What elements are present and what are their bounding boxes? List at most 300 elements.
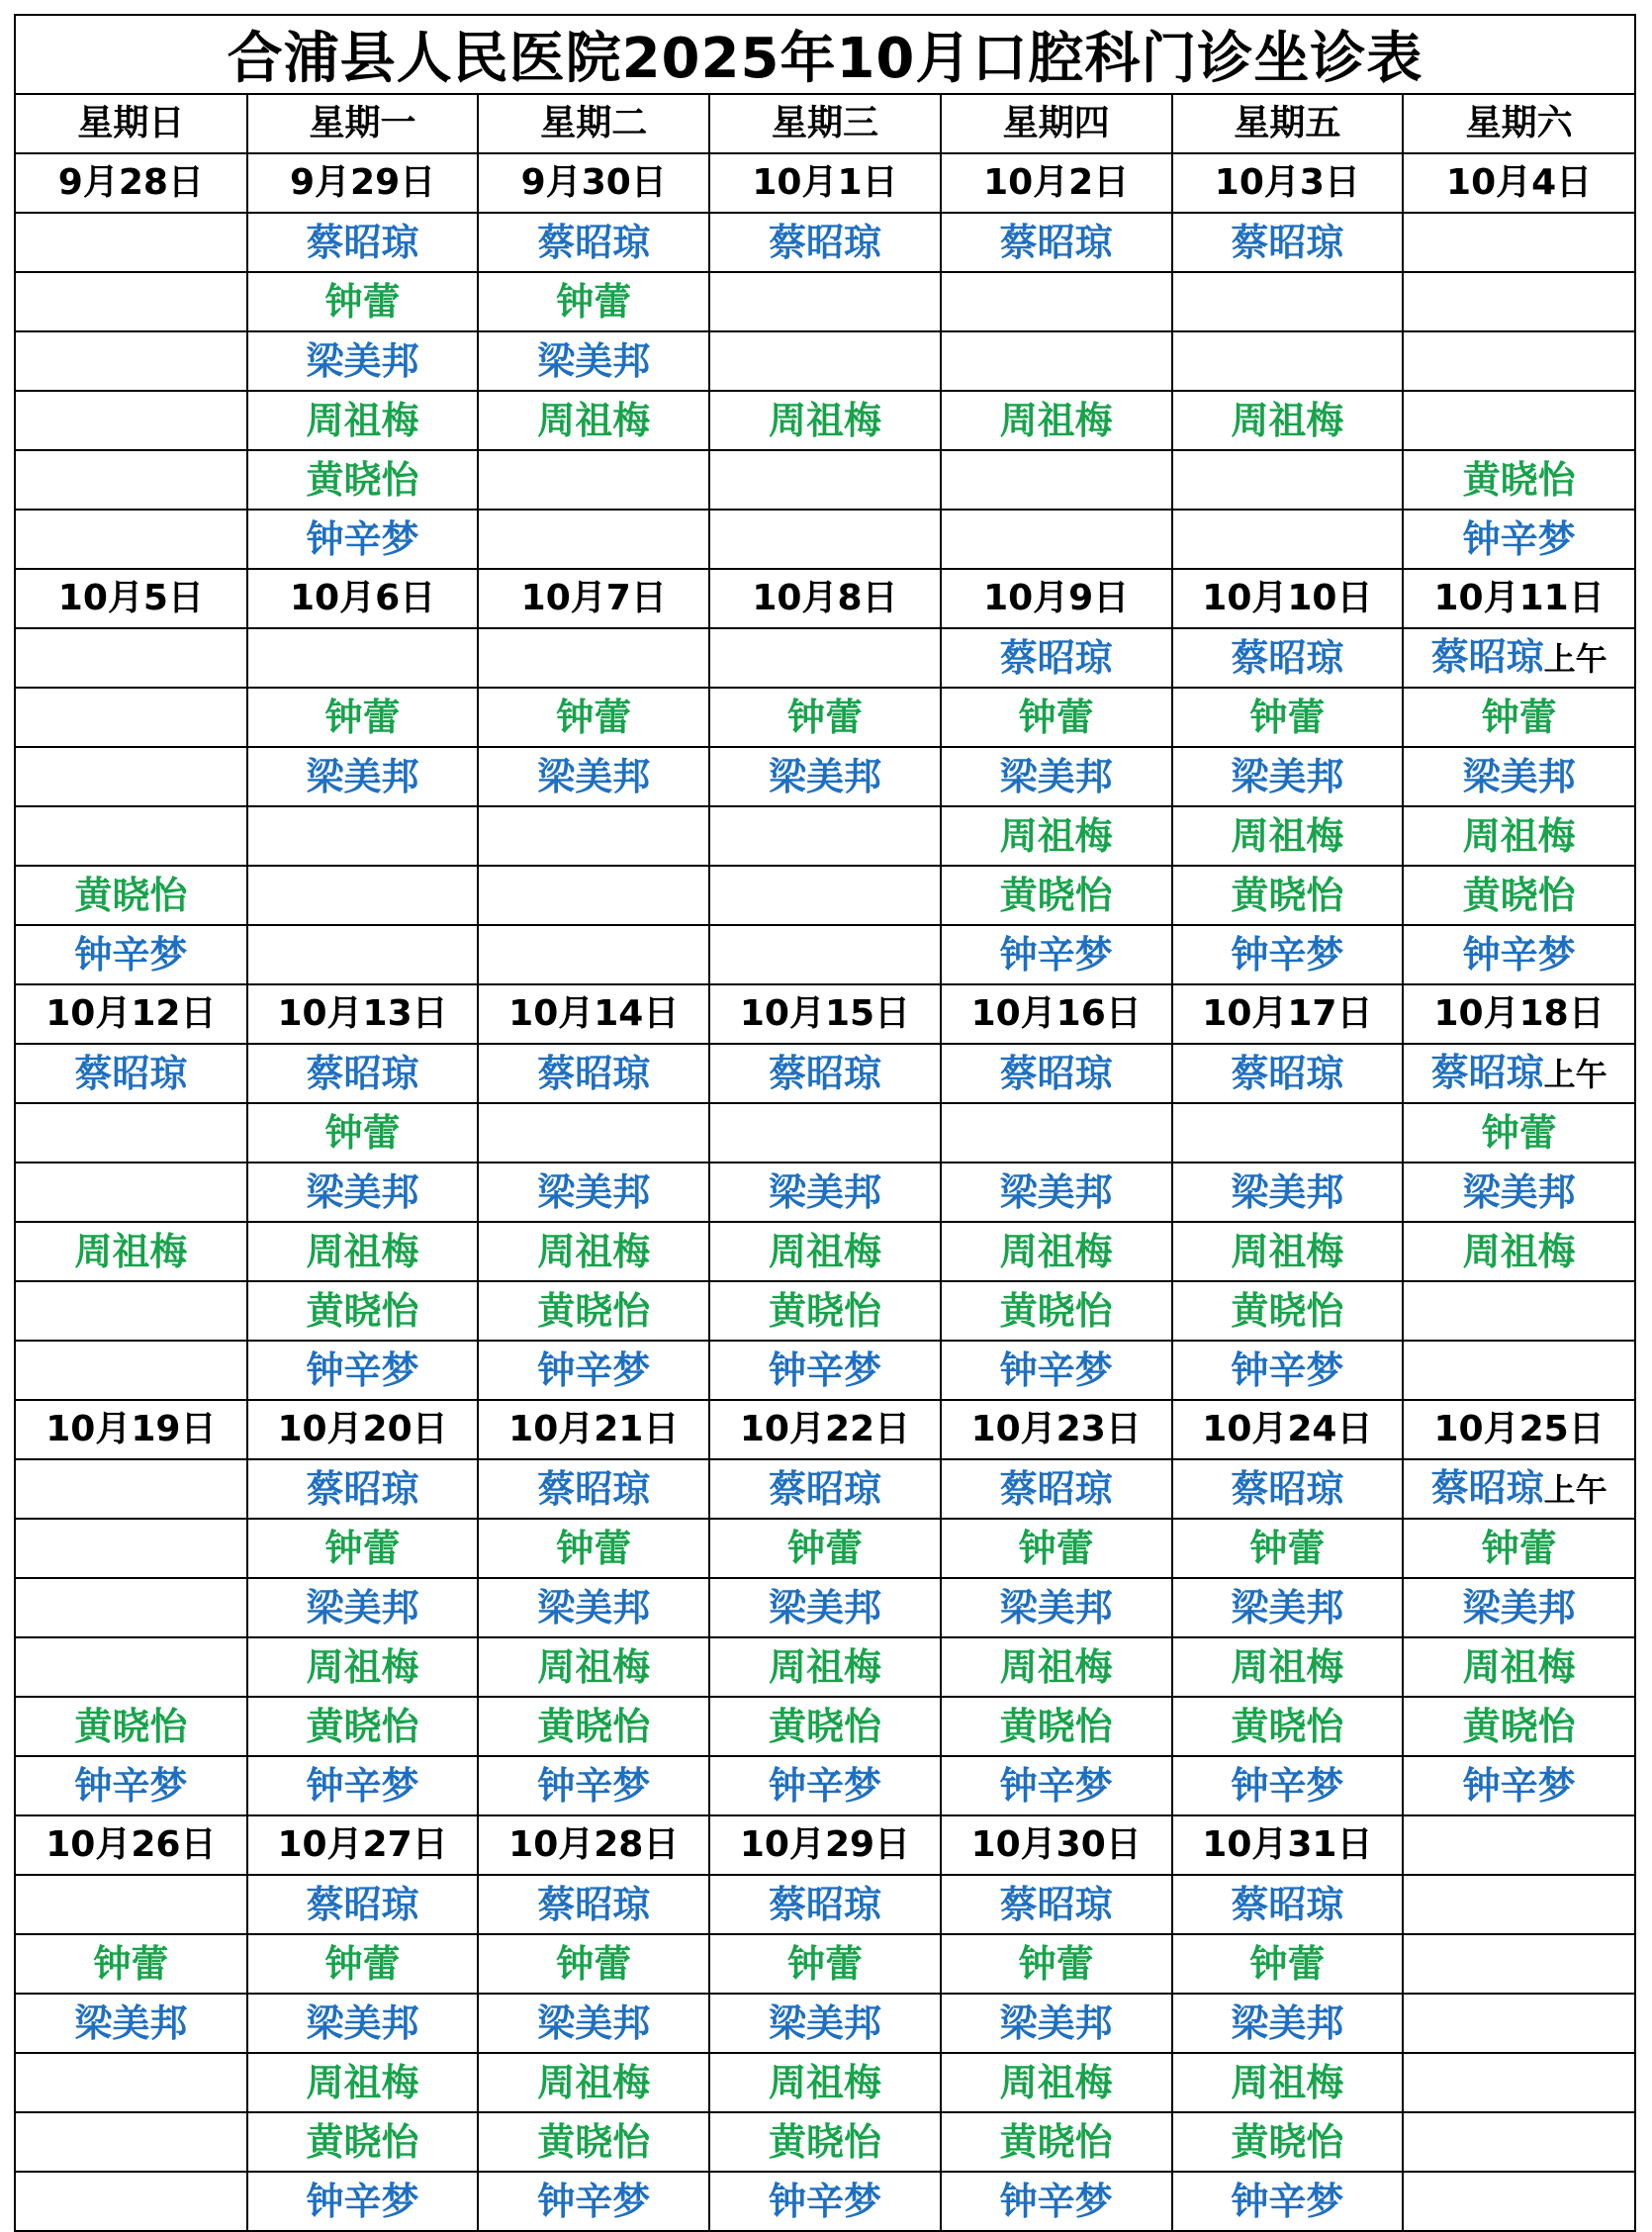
schedule-cell — [478, 1756, 709, 1815]
weekday-header: 星期六 — [1403, 95, 1634, 153]
schedule-cell — [247, 1459, 479, 1519]
schedule-cell — [247, 1222, 479, 1281]
doctor-name: 钟辛梦 — [537, 1764, 651, 1808]
schedule-cell — [1172, 213, 1404, 272]
doctor-name: 钟辛梦 — [306, 517, 419, 561]
doctor-name: 黄晓怡 — [1462, 1705, 1576, 1748]
schedule-cell — [941, 688, 1172, 747]
schedule-cell — [16, 331, 247, 391]
schedule-cell — [1172, 331, 1404, 391]
schedule-cell — [16, 1103, 247, 1162]
doctor-name: 蔡昭琼 — [74, 1052, 188, 1095]
weekday-header-row — [16, 95, 1634, 153]
date-cell: 10月16日 — [941, 984, 1172, 1044]
doctor-name: 周祖梅 — [1231, 399, 1344, 442]
schedule-cell — [478, 628, 709, 688]
schedule-cell — [16, 628, 247, 688]
date-row — [16, 984, 1634, 1044]
doctor-name: 黄晓怡 — [1231, 874, 1344, 917]
doctor-name: 钟蕾 — [324, 1942, 401, 1986]
schedule-cell — [941, 866, 1172, 925]
schedule-cell — [247, 1044, 479, 1103]
doctor-name: 钟辛梦 — [768, 1764, 881, 1808]
schedule-cell — [16, 1578, 247, 1637]
schedule-cell — [709, 1459, 941, 1519]
date-row — [16, 1815, 1634, 1875]
doctor-name: 梁美邦 — [999, 1586, 1113, 1629]
schedule-cell — [1172, 1756, 1404, 1815]
doctor-name: 钟辛梦 — [999, 1764, 1113, 1808]
schedule-cell — [247, 510, 479, 569]
doctor-name: 黄晓怡 — [768, 1289, 881, 1333]
doctor-name: 蔡昭琼 — [306, 1467, 419, 1511]
date-cell: 10月9日 — [941, 569, 1172, 628]
date-cell: 10月24日 — [1172, 1400, 1404, 1459]
date-cell: 9月29日 — [247, 153, 479, 213]
date-cell: 10月3日 — [1172, 153, 1404, 213]
doctor-name: 梁美邦 — [537, 2001, 651, 2045]
date-cell: 10月22日 — [709, 1400, 941, 1459]
date-cell: 10月20日 — [247, 1400, 479, 1459]
date-cell: 10月31日 — [1172, 1815, 1404, 1875]
schedule-cell — [16, 806, 247, 866]
schedule-cell — [16, 1459, 247, 1519]
doctor-name: 黄晓怡 — [768, 1705, 881, 1748]
schedule-cell — [1172, 1459, 1404, 1519]
schedule-cell — [16, 1994, 247, 2053]
date-cell: 10月23日 — [941, 1400, 1172, 1459]
doctor-name: 黄晓怡 — [306, 1289, 419, 1333]
schedule-cell — [709, 450, 941, 510]
doctor-name: 梁美邦 — [1462, 755, 1576, 798]
session-note: 上午 — [1543, 640, 1607, 678]
schedule-cell — [1172, 1578, 1404, 1637]
schedule-cell — [1172, 806, 1404, 866]
doctor-name: 周祖梅 — [999, 2061, 1113, 2104]
schedule-cell — [941, 1044, 1172, 1103]
schedule-cell — [478, 1281, 709, 1341]
doctor-name: 梁美邦 — [768, 2001, 881, 2045]
doctor-name: 蔡昭琼 — [1231, 636, 1344, 680]
schedule-cell — [709, 1637, 941, 1697]
schedule-cell — [1172, 925, 1404, 984]
schedule-cell — [709, 391, 941, 450]
schedule-cell — [941, 1162, 1172, 1222]
schedule-cell — [941, 1637, 1172, 1697]
date-cell: 10月4日 — [1403, 153, 1634, 213]
schedule-row — [16, 213, 1634, 272]
doctor-name: 钟辛梦 — [768, 2180, 881, 2223]
schedule-cell — [1403, 450, 1634, 510]
doctor-name: 梁美邦 — [1231, 755, 1344, 798]
schedule-cell — [247, 1578, 479, 1637]
date-row — [16, 569, 1634, 628]
doctor-name: 黄晓怡 — [537, 1289, 651, 1333]
schedule-cell — [1403, 1875, 1634, 1934]
session-note: 上午 — [1543, 1056, 1607, 1093]
schedule-cell — [247, 391, 479, 450]
weekday-header: 星期二 — [478, 95, 709, 153]
date-cell: 10月18日 — [1403, 984, 1634, 1044]
schedule-row — [16, 1341, 1634, 1400]
doctor-name: 钟蕾 — [1481, 696, 1557, 739]
schedule-cell — [709, 628, 941, 688]
doctor-name: 周祖梅 — [537, 2061, 651, 2104]
schedule-cell — [247, 1519, 479, 1578]
weekday-header: 星期三 — [709, 95, 941, 153]
doctor-name: 梁美邦 — [1462, 1586, 1576, 1629]
doctor-name: 周祖梅 — [768, 2061, 881, 2104]
schedule-cell — [478, 391, 709, 450]
doctor-name: 蔡昭琼 — [537, 1052, 651, 1095]
date-cell: 10月14日 — [478, 984, 709, 1044]
doctor-name: 蔡昭琼 — [1231, 1883, 1344, 1926]
doctor-name: 钟辛梦 — [999, 2180, 1113, 2223]
doctor-name: 钟蕾 — [1249, 696, 1326, 739]
doctor-name: 黄晓怡 — [999, 2120, 1113, 2164]
schedule-cell — [16, 1875, 247, 1934]
doctor-name: 梁美邦 — [1231, 1586, 1344, 1629]
doctor-name: 蔡昭琼 — [537, 1467, 651, 1511]
doctor-name: 钟辛梦 — [1462, 1764, 1576, 1808]
schedule-cell — [478, 1934, 709, 1994]
schedule-cell — [941, 2053, 1172, 2112]
schedule-cell — [941, 1459, 1172, 1519]
schedule-cell — [1403, 925, 1634, 984]
doctor-name: 黄晓怡 — [1231, 1289, 1344, 1333]
doctor-name: 周祖梅 — [306, 2061, 419, 2104]
schedule-cell — [1172, 1281, 1404, 1341]
schedule-cell — [247, 331, 479, 391]
doctor-name: 蔡昭琼 — [999, 1883, 1113, 1926]
schedule-cell — [247, 2172, 479, 2231]
doctor-name: 钟辛梦 — [306, 1348, 419, 1392]
schedule-cell — [709, 747, 941, 806]
doctor-name: 蔡昭琼 — [1430, 1051, 1544, 1094]
date-row — [16, 153, 1634, 213]
date-cell: 10月2日 — [941, 153, 1172, 213]
schedule-cell — [1172, 1994, 1404, 2053]
doctor-name: 黄晓怡 — [1462, 458, 1576, 502]
schedule-cell — [1403, 1459, 1634, 1519]
date-cell: 10月15日 — [709, 984, 941, 1044]
schedule-cell — [478, 2112, 709, 2172]
schedule-cell — [16, 1934, 247, 1994]
doctor-name: 钟蕾 — [324, 280, 401, 324]
schedule-cell — [247, 1162, 479, 1222]
date-cell: 10月5日 — [16, 569, 247, 628]
schedule-cell — [1403, 2053, 1634, 2112]
weekday-header: 星期一 — [247, 95, 479, 153]
schedule-cell — [478, 510, 709, 569]
schedule-cell — [478, 1459, 709, 1519]
schedule-cell — [247, 1103, 479, 1162]
schedule-cell — [709, 1341, 941, 1400]
schedule-cell — [1403, 2112, 1634, 2172]
doctor-name: 梁美邦 — [768, 755, 881, 798]
doctor-name: 周祖梅 — [306, 399, 419, 442]
schedule-cell — [247, 1281, 479, 1341]
schedule-cell — [16, 1281, 247, 1341]
schedule-cell — [478, 1222, 709, 1281]
schedule-cell — [247, 272, 479, 331]
doctor-name: 钟辛梦 — [1231, 1764, 1344, 1808]
doctor-name: 梁美邦 — [537, 1170, 651, 1214]
date-cell: 10月1日 — [709, 153, 941, 213]
schedule-cell — [1403, 1756, 1634, 1815]
schedule-row — [16, 1994, 1634, 2053]
doctor-name: 梁美邦 — [306, 1586, 419, 1629]
schedule-cell — [941, 747, 1172, 806]
schedule-cell — [1403, 1934, 1634, 1994]
schedule-cell — [247, 628, 479, 688]
schedule-row — [16, 1637, 1634, 1697]
schedule-cell — [16, 450, 247, 510]
schedule-cell — [941, 1222, 1172, 1281]
schedule-cell — [478, 747, 709, 806]
doctor-name: 周祖梅 — [1462, 814, 1576, 858]
schedule-cell — [16, 925, 247, 984]
schedule-row — [16, 1756, 1634, 1815]
schedule-row — [16, 806, 1634, 866]
schedule-cell — [709, 2172, 941, 2231]
date-cell: 10月26日 — [16, 1815, 247, 1875]
schedule-cell — [247, 2053, 479, 2112]
doctor-name: 钟蕾 — [1018, 1942, 1094, 1986]
doctor-name: 钟蕾 — [556, 1942, 632, 1986]
schedule-cell — [1172, 1519, 1404, 1578]
schedule-row — [16, 1578, 1634, 1637]
schedule-row — [16, 2053, 1634, 2112]
doctor-name: 钟辛梦 — [1231, 2180, 1344, 2223]
schedule-cell — [1172, 391, 1404, 450]
doctor-name: 蔡昭琼 — [768, 1052, 881, 1095]
doctor-name: 梁美邦 — [1231, 1170, 1344, 1214]
schedule-row — [16, 391, 1634, 450]
doctor-name: 黄晓怡 — [999, 1289, 1113, 1333]
doctor-name: 钟辛梦 — [537, 2180, 651, 2223]
schedule-cell — [709, 331, 941, 391]
schedule-cell — [1172, 510, 1404, 569]
date-cell: 9月30日 — [478, 153, 709, 213]
doctor-name: 黄晓怡 — [306, 458, 419, 502]
session-note: 上午 — [1543, 1471, 1607, 1509]
schedule-cell — [478, 806, 709, 866]
schedule-cell — [16, 2112, 247, 2172]
doctor-name: 周祖梅 — [74, 1230, 188, 1273]
schedule-cell — [478, 688, 709, 747]
doctor-name: 黄晓怡 — [999, 874, 1113, 917]
doctor-name: 周祖梅 — [537, 1645, 651, 1689]
schedule-cell — [1403, 1994, 1634, 2053]
schedule-cell — [1172, 2053, 1404, 2112]
schedule-row — [16, 510, 1634, 569]
schedule-cell — [16, 1341, 247, 1400]
schedule-row — [16, 688, 1634, 747]
doctor-name: 梁美邦 — [999, 755, 1113, 798]
doctor-name: 钟蕾 — [324, 696, 401, 739]
schedule-cell — [1403, 1519, 1634, 1578]
doctor-name: 周祖梅 — [999, 399, 1113, 442]
schedule-cell — [247, 1697, 479, 1756]
date-cell: 10月12日 — [16, 984, 247, 1044]
doctor-name: 钟蕾 — [1249, 1527, 1326, 1570]
schedule-cell — [941, 510, 1172, 569]
schedule-cell — [478, 1162, 709, 1222]
schedule-cell — [16, 2053, 247, 2112]
date-cell: 10月11日 — [1403, 569, 1634, 628]
schedule-cell — [16, 1519, 247, 1578]
schedule-cell — [247, 1756, 479, 1815]
schedule-cell — [1172, 1934, 1404, 1994]
schedule-cell — [941, 2112, 1172, 2172]
doctor-name: 蔡昭琼 — [306, 1052, 419, 1095]
doctor-name: 蔡昭琼 — [1231, 221, 1344, 264]
doctor-name: 梁美邦 — [999, 1170, 1113, 1214]
schedule-row — [16, 1519, 1634, 1578]
schedule-cell — [247, 866, 479, 925]
schedule-cell — [1172, 272, 1404, 331]
schedule-row — [16, 1103, 1634, 1162]
schedule-row — [16, 1459, 1634, 1519]
doctor-name: 蔡昭琼 — [537, 1883, 651, 1926]
schedule-row — [16, 272, 1634, 331]
doctor-name: 蔡昭琼 — [999, 1052, 1113, 1095]
schedule-cell — [1172, 450, 1404, 510]
schedule-cell — [1172, 628, 1404, 688]
schedule-cell — [1403, 391, 1634, 450]
schedule-cell — [1403, 1341, 1634, 1400]
schedule-cell — [478, 2172, 709, 2231]
schedule-cell — [1403, 1162, 1634, 1222]
schedule-cell — [16, 510, 247, 569]
date-cell: 10月10日 — [1172, 569, 1404, 628]
schedule-cell — [709, 1697, 941, 1756]
schedule-row — [16, 1044, 1634, 1103]
schedule-cell — [1403, 2172, 1634, 2231]
doctor-name: 蔡昭琼 — [1231, 1052, 1344, 1095]
schedule-cell — [709, 213, 941, 272]
doctor-name: 周祖梅 — [768, 1645, 881, 1689]
doctor-name: 钟蕾 — [1249, 1942, 1326, 1986]
doctor-name: 钟辛梦 — [999, 933, 1113, 976]
schedule-cell — [1172, 2172, 1404, 2231]
schedule-sheet — [14, 14, 1636, 2232]
schedule-cell — [478, 1519, 709, 1578]
schedule-cell — [709, 1103, 941, 1162]
doctor-name: 周祖梅 — [999, 814, 1113, 858]
schedule-cell — [709, 1934, 941, 1994]
schedule-cell — [709, 1875, 941, 1934]
date-cell — [1403, 1815, 1634, 1875]
schedule-cell — [478, 1637, 709, 1697]
schedule-cell — [941, 1875, 1172, 1934]
schedule-cell — [247, 2112, 479, 2172]
schedule-cell — [478, 1697, 709, 1756]
schedule-cell — [1403, 1044, 1634, 1103]
doctor-name: 周祖梅 — [768, 399, 881, 442]
doctor-name: 梁美邦 — [537, 755, 651, 798]
doctor-name: 周祖梅 — [1231, 1230, 1344, 1273]
doctor-name: 周祖梅 — [1231, 814, 1344, 858]
schedule-cell — [941, 213, 1172, 272]
doctor-name: 周祖梅 — [999, 1645, 1113, 1689]
schedule-cell — [16, 688, 247, 747]
schedule-cell — [478, 272, 709, 331]
schedule-cell — [16, 2172, 247, 2231]
doctor-name: 蔡昭琼 — [1430, 1466, 1544, 1510]
date-row — [16, 1400, 1634, 1459]
schedule-cell — [478, 1341, 709, 1400]
date-cell: 10月27日 — [247, 1815, 479, 1875]
schedule-cell — [247, 806, 479, 866]
schedule-row — [16, 1934, 1634, 1994]
date-cell: 10月17日 — [1172, 984, 1404, 1044]
doctor-name: 钟蕾 — [556, 280, 632, 324]
doctor-name: 周祖梅 — [537, 399, 651, 442]
schedule-cell — [709, 866, 941, 925]
doctor-name: 钟蕾 — [556, 696, 632, 739]
schedule-cell — [709, 1222, 941, 1281]
doctor-name: 梁美邦 — [768, 1586, 881, 1629]
weekday-header: 星期日 — [16, 95, 247, 153]
schedule-cell — [1172, 1103, 1404, 1162]
schedule-row — [16, 747, 1634, 806]
schedule-cell — [1403, 866, 1634, 925]
schedule-cell — [1172, 1637, 1404, 1697]
schedule-cell — [16, 1697, 247, 1756]
schedule-cell — [478, 213, 709, 272]
doctor-name: 黄晓怡 — [306, 1705, 419, 1748]
doctor-name: 蔡昭琼 — [999, 221, 1113, 264]
schedule-cell — [941, 806, 1172, 866]
doctor-name: 黄晓怡 — [768, 2120, 881, 2164]
schedule-cell — [1172, 1222, 1404, 1281]
schedule-cell — [247, 925, 479, 984]
schedule-cell — [478, 1875, 709, 1934]
date-cell: 10月25日 — [1403, 1400, 1634, 1459]
date-cell: 10月29日 — [709, 1815, 941, 1875]
doctor-name: 钟蕾 — [1481, 1527, 1557, 1570]
schedule-cell — [1403, 806, 1634, 866]
doctor-name: 钟蕾 — [786, 1942, 863, 1986]
doctor-name: 钟蕾 — [786, 1527, 863, 1570]
date-cell: 10月13日 — [247, 984, 479, 1044]
doctor-name: 梁美邦 — [306, 2001, 419, 2045]
schedule-cell — [941, 1934, 1172, 1994]
doctor-name: 钟蕾 — [1481, 1111, 1557, 1155]
doctor-name: 钟蕾 — [1018, 1527, 1094, 1570]
schedule-row — [16, 628, 1634, 688]
doctor-name: 钟蕾 — [1018, 696, 1094, 739]
schedule-cell — [247, 1994, 479, 2053]
doctor-name: 周祖梅 — [768, 1230, 881, 1273]
date-cell: 10月28日 — [478, 1815, 709, 1875]
schedule-cell — [247, 747, 479, 806]
schedule-cell — [247, 1875, 479, 1934]
doctor-name: 钟辛梦 — [306, 1764, 419, 1808]
doctor-name: 梁美邦 — [1231, 2001, 1344, 2045]
schedule-cell — [1403, 1637, 1634, 1697]
schedule-cell — [941, 331, 1172, 391]
doctor-name: 蔡昭琼 — [306, 221, 419, 264]
schedule-cell — [941, 391, 1172, 450]
schedule-cell — [16, 1756, 247, 1815]
schedule-cell — [16, 1044, 247, 1103]
schedule-cell — [709, 272, 941, 331]
doctor-name: 钟蕾 — [556, 1527, 632, 1570]
schedule-row — [16, 1697, 1634, 1756]
